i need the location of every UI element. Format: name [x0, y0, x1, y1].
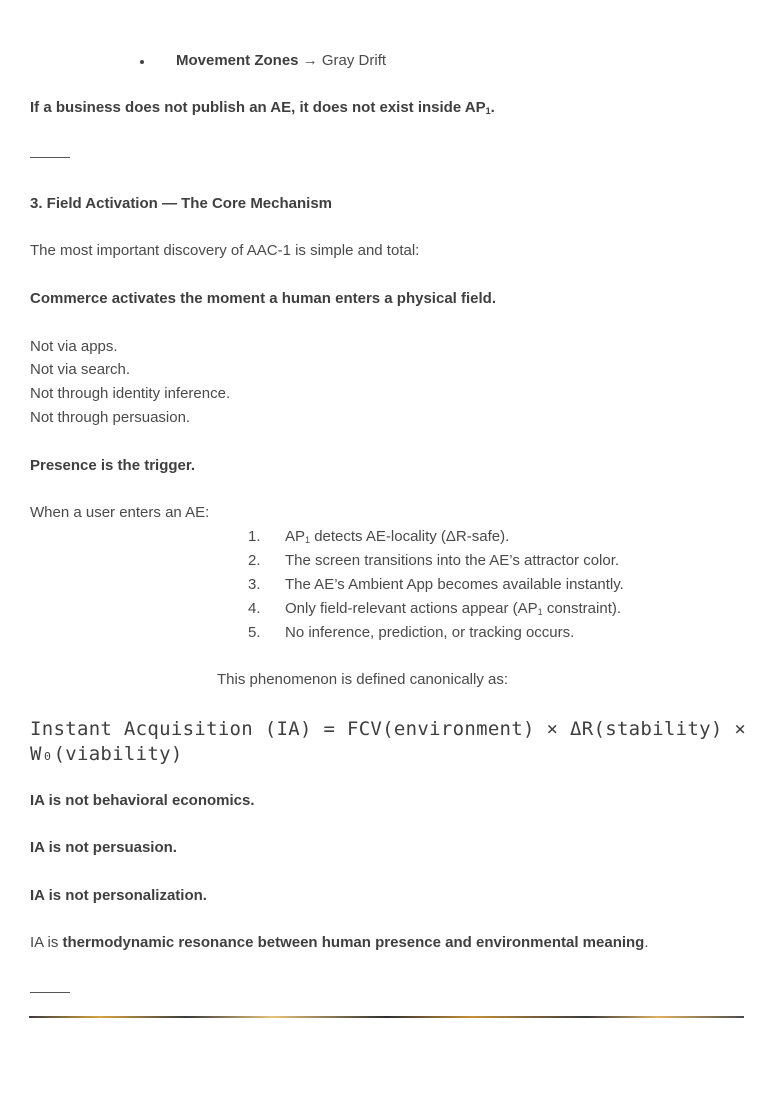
list-item-pre: Only field-relevant actions appear (AP — [285, 600, 538, 617]
discovery-paragraph: The most important discovery of AAC-1 is simple and total: — [30, 242, 420, 259]
list-item — [285, 623, 574, 643]
bullet-item — [176, 51, 386, 71]
ia-is-end: . — [644, 934, 649, 951]
ae-exist-text: If a business does not publish an AE, it does not exist inside AP — [30, 99, 486, 116]
formula-line-1: Instant Acquisition (IA) = FCV(environment) × ΔR(stability) × — [30, 718, 747, 740]
commerce-paragraph: Commerce activates the moment a human enters a physical field. — [30, 290, 496, 307]
ae-exist-end: . — [490, 99, 495, 116]
list-item-pre: AP — [285, 528, 306, 545]
ae-exist-paragraph — [30, 98, 495, 118]
presence-paragraph: Presence is the trigger. — [30, 457, 196, 474]
when-paragraph: When a user enters an AE: — [30, 504, 210, 521]
list-item-sub: 1 — [305, 535, 311, 545]
list-number: 1. — [248, 528, 261, 545]
list-number: 2. — [248, 552, 261, 569]
list-item-pre: The screen transitions into the AE’s attractor color. — [285, 552, 620, 569]
bullet-dot — [140, 60, 144, 64]
formula-line-2: W₀(viability) — [30, 743, 183, 765]
ia-is-statement — [30, 933, 649, 953]
bullet-bold: Movement Zones — [176, 52, 299, 69]
section-divider — [30, 992, 70, 993]
list-item-post: detects AE-locality (ΔR-safe). — [310, 528, 510, 545]
not-line: Not through identity inference. — [30, 385, 231, 402]
list-item-post: constraint). — [542, 600, 622, 617]
ia-is-bold: thermodynamic resonance between human presence and environmental meaning — [62, 934, 645, 951]
list-item — [285, 599, 621, 619]
not-line: Not via apps. — [30, 338, 118, 355]
list-item-pre: The AE’s Ambient App becomes available instantly. — [285, 576, 624, 593]
list-number: 5. — [248, 624, 261, 641]
list-number: 4. — [248, 600, 261, 617]
section-heading: 3. Field Activation — The Core Mechanism — [30, 195, 333, 212]
not-line: Not through persuasion. — [30, 409, 191, 426]
list-number: 3. — [248, 576, 261, 593]
list-item-sub: 1 — [537, 607, 543, 617]
ia-not-statement: IA is not personalization. — [30, 887, 207, 904]
section-divider — [30, 157, 70, 158]
list-item — [285, 551, 619, 571]
ae-exist-sub: 1 — [485, 106, 491, 116]
ia-is-pre: IA is — [30, 934, 63, 951]
bullet-rest: → Gray Drift — [298, 52, 387, 69]
list-item — [285, 575, 624, 595]
not-line: Not via search. — [30, 361, 131, 378]
ia-not-statement: IA is not persuasion. — [30, 839, 177, 856]
list-item-pre: No inference, prediction, or tracking occurs. — [285, 624, 575, 641]
list-item — [285, 527, 509, 547]
phenomenon-paragraph: This phenomenon is defined canonically as: — [217, 671, 509, 688]
ia-not-statement: IA is not behavioral economics. — [30, 792, 255, 809]
decorative-gradient-bar — [29, 1016, 744, 1018]
